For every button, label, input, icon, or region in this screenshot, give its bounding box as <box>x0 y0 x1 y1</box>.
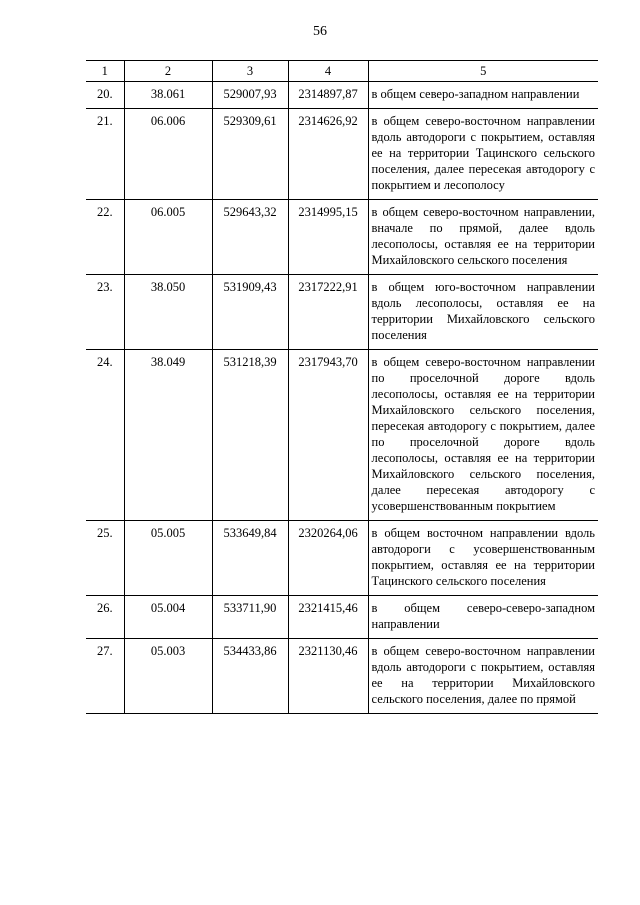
row-number: 25. <box>86 521 124 596</box>
boundary-description: в общем юго-восточном направлении вдоль лесополосы, оставляя ее на территории Михайловского сельского поселения <box>368 275 598 350</box>
column-header: 1 <box>86 61 124 82</box>
row-number: 26. <box>86 596 124 639</box>
column-header: 2 <box>124 61 212 82</box>
table-row <box>86 350 598 521</box>
boundary-description: в общем северо-западном направлении <box>368 82 598 109</box>
table-row <box>86 596 598 639</box>
coordinate-x: 531909,43 <box>212 275 288 350</box>
coordinate-x: 533711,90 <box>212 596 288 639</box>
point-id: 06.006 <box>124 109 212 200</box>
coordinate-x: 529007,93 <box>212 82 288 109</box>
point-id: 05.003 <box>124 639 212 714</box>
boundary-description: в общем северо-восточном направлении вдоль автодороги с покрытием, оставляя ее на территории Тацинского сельского поселения, далее пересекая автодорогу с покрытием и лесополосу <box>368 109 598 200</box>
point-id: 05.004 <box>124 596 212 639</box>
point-id: 06.005 <box>124 200 212 275</box>
boundary-description: в общем северо-восточном направлении по проселочной дороге вдоль лесополосы, оставляя ее на территории Михайловского сельского поселения, пересекая автодорогу с покрытием, далее по проселочной дороге вдоль лесополосы, оставляя ее на территории Михайловского сельского поселения, далее пересекая автодорогу с усовершенствованным покрытием <box>368 350 598 521</box>
page-number: 56 <box>313 24 327 39</box>
column-header: 3 <box>212 61 288 82</box>
coordinate-x: 534433,86 <box>212 639 288 714</box>
coordinate-x: 529309,61 <box>212 109 288 200</box>
coordinate-y: 2321130,46 <box>288 639 368 714</box>
coordinate-x: 529643,32 <box>212 200 288 275</box>
boundary-table <box>86 60 598 714</box>
coordinate-y: 2317222,91 <box>288 275 368 350</box>
coordinate-x: 533649,84 <box>212 521 288 596</box>
coordinate-y: 2314897,87 <box>288 82 368 109</box>
point-id: 38.050 <box>124 275 212 350</box>
coordinate-y: 2321415,46 <box>288 596 368 639</box>
coordinate-y: 2317943,70 <box>288 350 368 521</box>
column-header: 5 <box>368 61 598 82</box>
point-id: 38.049 <box>124 350 212 521</box>
table-row <box>86 639 598 714</box>
table-row <box>86 275 598 350</box>
coordinate-y: 2314995,15 <box>288 200 368 275</box>
table-row <box>86 200 598 275</box>
boundary-description: в общем восточном направлении вдоль автодороги с усовершенствованным покрытием, оставляя ее на территории Тацинского сельского поселения <box>368 521 598 596</box>
table-header-row <box>86 61 598 82</box>
row-number: 27. <box>86 639 124 714</box>
row-number: 24. <box>86 350 124 521</box>
table-row <box>86 521 598 596</box>
point-id: 05.005 <box>124 521 212 596</box>
row-number: 23. <box>86 275 124 350</box>
row-number: 21. <box>86 109 124 200</box>
row-number: 20. <box>86 82 124 109</box>
table-row <box>86 82 598 109</box>
row-number: 22. <box>86 200 124 275</box>
point-id: 38.061 <box>124 82 212 109</box>
boundary-description: в общем северо-восточном направлении вдоль автодороги с покрытием, оставляя ее на территории Михайловского сельского поселения, далее по прямой <box>368 639 598 714</box>
coordinate-y: 2320264,06 <box>288 521 368 596</box>
column-header: 4 <box>288 61 368 82</box>
boundary-description: в общем северо-восточном направлении, вначале по прямой, далее вдоль лесополосы, оставляя ее на территории Михайловского сельского поселения <box>368 200 598 275</box>
table-row <box>86 109 598 200</box>
boundary-description: в общем северо-северо-западном направлении <box>368 596 598 639</box>
coordinate-x: 531218,39 <box>212 350 288 521</box>
coordinate-y: 2314626,92 <box>288 109 368 200</box>
